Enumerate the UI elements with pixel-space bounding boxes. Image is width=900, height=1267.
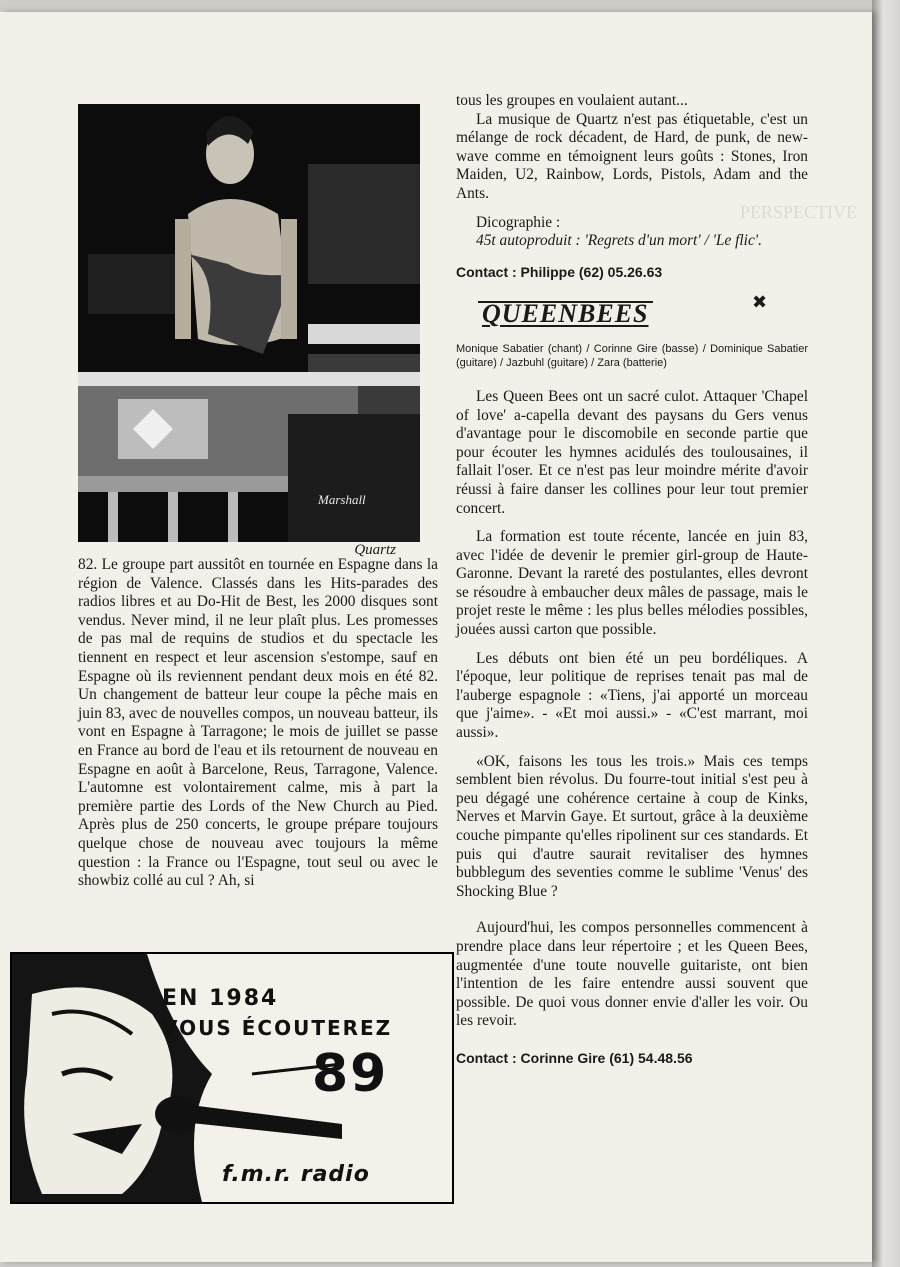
photo-caption: Quartz [354, 542, 396, 558]
quartz-history-paragraph: 82. Le groupe part aussitôt en tournée en Espagne dans la région de Valence. Classés dans les Hits-parades des radios libres et au Do-Hit de Best, les 2000 disques sont vendus. Never mind, il ne leur plaît plus. Les promesses de pas mal de requins de studios et du spectacle les tiennent en respect et leur ascension s'estompe, sauf en Espagne où ils reviennent pendant deux mois en été 82. Un changement de batteur leur coupe la pêche mais en juin 83, avec de nouvelles compos, un nouveau batteur, ils vont en Espagne à Tarragone; le mois de juillet se passe en France au bord de l'eau et ils retournent de nouveau en Espagne en août à Barcelone, Reus, Tarragone, Valence. L'automne est volontairement calme, mis à part la première partie des Lords of the New Church au Pied. Après plus de 250 concerts, le groupe prépare toujours quelque chose de nouveau avec toujours la même question : la France ou l'Espagne, tout seul ou avec le showbiz collé au cul ? Ah, si [78, 556, 438, 890]
ad-frequency: 89 [312, 1044, 389, 1104]
article-paragraph: Les débuts ont bien été un peu bordéliques. A l'époque, leur politique de reprises tenait pas mal de l'auberge espagnole : «Tiens, j'ai apporté un morceau que j'aime». - «Et moi aussi.» - «C'est marrant, moi aussi». [456, 649, 808, 742]
article-paragraph: «OK, faisons les tous les trois.» Mais ces temps semblent bien révolus. Du fourre-tout initial s'est peu à peu dégagé une cohérence certaine à coup de Kinks, Nerves et Marvin Gaye. Et surtout, grâce à la deuxième couche pimpante qu'elles ripolinent sur ces standards. Et puis qui d'autre saurait revitaliser des hymnes bubblegum des seventies comme le sublime 'Venus' des Shocking Blue ? [456, 752, 808, 900]
ad-line-listen: VOUS ÉCOUTEREZ [162, 1016, 393, 1040]
discography-text: 45t autoproduit : 'Regrets d'un mort' / 'Le flic'. [476, 232, 762, 250]
quartz-contact: Contact : Philippe (62) 05.26.63 [456, 263, 663, 280]
left-column-text [78, 556, 438, 901]
show-through-text: PERSPECTIVE [740, 202, 858, 222]
discography-label: Dicographie : [476, 213, 561, 231]
quartz-music-paragraph: La musique de Quartz n'est pas étiquetable, c'est un mélange de rock décadent, de Hard, de punk, de new-wave comme en témoignent leurs goûts : Stones, Iron Maiden, U2, Rainbow, Lords, Pistols, Adam and the Ants. [456, 110, 808, 202]
right-column [456, 92, 808, 1078]
amp-brand-label: Marshall [318, 492, 366, 507]
article-paragraph: Aujourd'hui, les compos personnelles commencent à prendre place dans leur répertoire ; et les Queen Bees, augmentée d'une toute nouvelle guitariste, ont bien l'intention de les faire entendre aussi souvent que possible. De quoi vous donner envie d'aller les voir. Ou les revoir. [456, 919, 808, 1030]
magazine-page [0, 12, 872, 1262]
band-photo [78, 104, 420, 542]
concert-photo-illustration [78, 104, 420, 542]
band-members: Monique Sabatier (chant) / Corinne Gire (basse) / Dominique Sabatier (guitare) / Jazbuhl (guitare) / Zara (batterie) [456, 342, 808, 369]
adjacent-page-edge [872, 0, 900, 1267]
article-paragraph: La formation est toute récente, lancée en juin 83, avec l'idée de devenir le premier girl-group de Haute-Garonne. Devant la rareté des postulantes, elles devront se résoudre à embaucher deux mâles de passage, mais le projet reste le même : les plus belles mélodies possibles, jouées aussi carton que possible. [456, 528, 808, 639]
ad-station-name: f.m.r. radio [222, 1162, 370, 1187]
queenbees-contact: Contact : Corinne Gire (61) 54.48.56 [456, 1049, 693, 1066]
article-paragraph: Les Queen Bees ont un sacré culot. Attaquer 'Chapel of love' a-capella devant des paysans du Gers venus d'avantage pour le discomobile en seconde partie que pour écouter les hymnes acidulés des toulousaines, il fallait l'oser. Et ce n'est pas leur moindre mérite d'avoir réussi à faire danser les collines pour leur tout premier concert. [456, 387, 808, 517]
ad-line-year: EN 1984 [162, 986, 279, 1011]
section-divider-cross-icon: ✖ [752, 292, 768, 313]
band-title: QUEENBEES [478, 301, 653, 324]
quartz-continued-line: tous les groupes en voulaient autant... [456, 92, 688, 109]
fmr-radio-advertisement [10, 952, 454, 1204]
